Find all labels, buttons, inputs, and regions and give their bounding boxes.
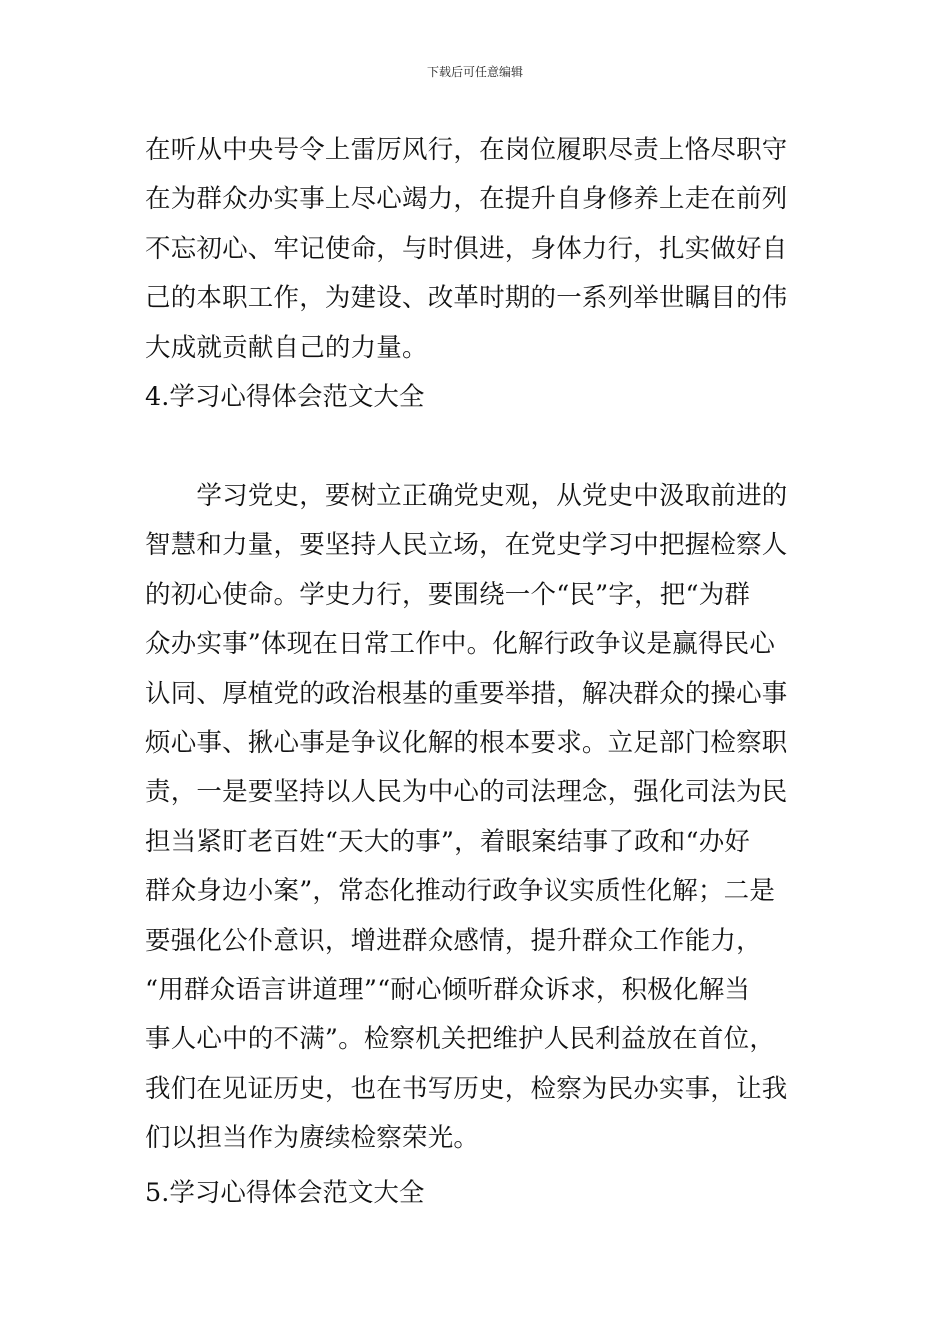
text-line: 众办实事”体现在日常工作中。化解行政争议是赢得民心 xyxy=(145,629,776,660)
text-line: 群众身边小案”，常态化推动行政争议实质性化解；二是 xyxy=(145,876,776,907)
text-line: 的初心使命。学史力行，要围绕一个“民”字，把“为群 xyxy=(145,579,751,610)
text-line: 己的本职工作，为建设、改革时期的一系列举世瞩目的伟 xyxy=(145,283,788,314)
text-line: 们以担当作为赓续检察荣光。 xyxy=(145,1123,480,1154)
section-heading-4: 4.学习心得体会范文大全 xyxy=(145,382,425,412)
text-line: 担当紧盯老百姓“天大的事”，着眼案结事了政和“办好 xyxy=(145,826,751,857)
section-heading-5: 5.学习心得体会范文大全 xyxy=(145,1178,425,1208)
text-line: “用群众语言讲道理”“耐心倾听群众诉求，积极化解当 xyxy=(145,974,751,1005)
text-line: 认同、厚植党的政治根基的重要举措，解决群众的操心事 xyxy=(145,678,788,709)
text-line: 大成就贡献自己的力量。 xyxy=(145,332,428,363)
text-line: 学习党史，要树立正确党史观，从党史中汲取前进的 xyxy=(145,481,788,511)
text-line: 我们在见证历史，也在书写历史，检察为民办实事，让我 xyxy=(145,1073,788,1104)
text-line: 责，一是要坚持以人民为中心的司法理念，强化司法为民 xyxy=(145,777,788,808)
page-header-note: 下载后可任意编辑 xyxy=(426,65,523,79)
text-line: 在为群众办实事上尽心竭力，在提升自身修养上走在前列 xyxy=(145,184,788,215)
paragraph-continued xyxy=(145,126,811,373)
text-line: 烦心事、揪心事是争议化解的根本要求。立足部门检察职 xyxy=(145,727,788,758)
paragraph-section-4 xyxy=(145,472,811,1163)
text-line: 不忘初心、牢记使命，与时俱进，身体力行，扎实做好自 xyxy=(145,233,788,264)
text-line: 在听从中央号令上雷厉风行，在岗位履职尽责上恪尽职守 xyxy=(145,135,788,165)
text-line: 事人心中的不满”。检察机关把维护人民利益放在首位， xyxy=(145,1024,776,1055)
text-line: 智慧和力量，要坚持人民立场，在党史学习中把握检察人 xyxy=(145,530,788,561)
text-line: 要强化公仆意识，增进群众感情，提升群众工作能力， xyxy=(145,925,762,956)
